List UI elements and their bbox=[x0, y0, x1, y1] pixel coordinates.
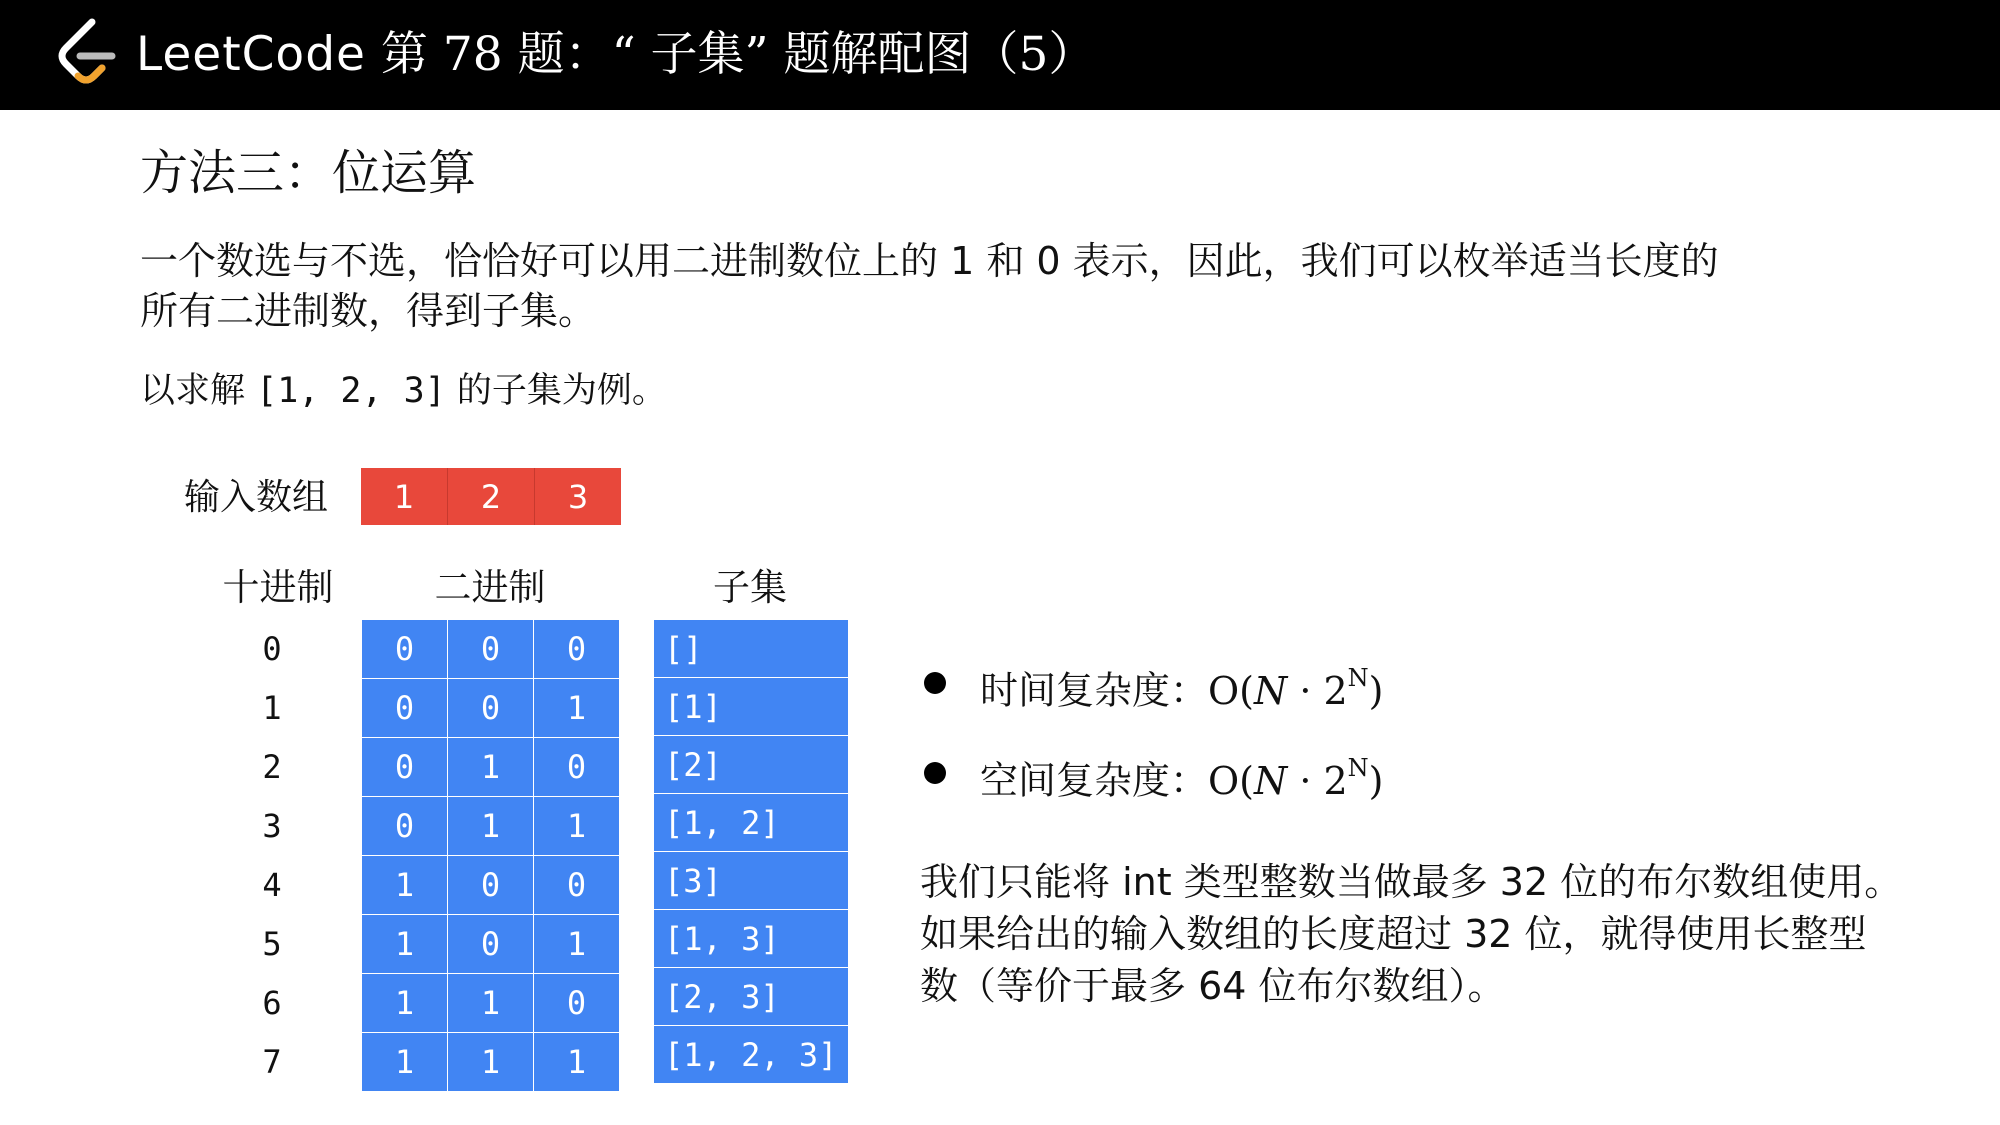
bit-cell: 0 bbox=[448, 915, 534, 973]
binary-grid bbox=[362, 620, 620, 1092]
subset-cell: [1, 2] bbox=[654, 794, 848, 852]
input-cell: 3 bbox=[535, 468, 621, 525]
decimal-header: 十进制 bbox=[222, 566, 334, 609]
binary-row bbox=[362, 856, 620, 915]
paragraph-line: 所有二进制数，得到子集。 bbox=[140, 289, 597, 333]
bit-cell: 1 bbox=[534, 797, 619, 855]
method-title: 方法三：位运算 bbox=[140, 145, 477, 201]
binary-row bbox=[362, 915, 620, 974]
subset-cell: [3] bbox=[654, 852, 848, 910]
decimal-cell: 2 bbox=[262, 748, 282, 786]
example-prefix: 以求解 bbox=[140, 371, 257, 411]
binary-row bbox=[362, 679, 620, 738]
input-cell: 1 bbox=[361, 468, 448, 525]
subset-cell: [1, 3] bbox=[654, 910, 848, 968]
bit-cell: 1 bbox=[448, 738, 534, 796]
bit-cell: 0 bbox=[534, 738, 619, 796]
bit-cell: 1 bbox=[362, 974, 448, 1032]
bit-cell: 1 bbox=[362, 1033, 448, 1091]
bit-cell: 0 bbox=[448, 679, 534, 737]
bit-cell: 1 bbox=[534, 1033, 619, 1091]
decimal-column bbox=[232, 620, 312, 1092]
bit-cell: 1 bbox=[362, 856, 448, 914]
leetcode-logo-icon bbox=[52, 16, 120, 96]
bit-cell: 0 bbox=[448, 620, 534, 678]
bit-cell: 1 bbox=[362, 915, 448, 973]
bit-cell: 0 bbox=[534, 974, 619, 1032]
bit-cell: 1 bbox=[448, 1033, 534, 1091]
input-array bbox=[361, 468, 621, 525]
subset-cell: [2, 3] bbox=[654, 968, 848, 1026]
example-line bbox=[140, 366, 667, 416]
bit-cell: 0 bbox=[362, 679, 448, 737]
bit-cell: 0 bbox=[534, 856, 619, 914]
bit-cell: 0 bbox=[448, 856, 534, 914]
decimal-cell: 6 bbox=[262, 984, 282, 1022]
note-line: 如果给出的输入数组的长度超过 32 位，就得使用长整型 bbox=[920, 912, 1867, 956]
subset-column bbox=[654, 620, 848, 1084]
binary-row bbox=[362, 1033, 620, 1092]
subset-cell: [1] bbox=[654, 678, 848, 736]
bit-cell: 1 bbox=[448, 974, 534, 1032]
bit-cell: 0 bbox=[362, 620, 448, 678]
binary-header: 二进制 bbox=[434, 566, 546, 609]
bit-cell: 0 bbox=[362, 738, 448, 796]
decimal-cell: 7 bbox=[262, 1043, 282, 1081]
note-line: 我们只能将 int 类型整数当做最多 32 位的布尔数组使用。 bbox=[920, 860, 1903, 904]
subset-cell: [] bbox=[654, 620, 848, 678]
header-bar bbox=[0, 0, 2000, 110]
paragraph-line: 一个数选与不选，恰恰好可以用二进制数位上的 1 和 0 表示，因此，我们可以枚举适当长度的 bbox=[140, 239, 1719, 283]
bit-cell: 1 bbox=[534, 915, 619, 973]
bit-cell: 0 bbox=[362, 797, 448, 855]
decimal-cell: 4 bbox=[262, 866, 282, 904]
time-complexity-formula: $O(N \cdot 2^N)$ bbox=[1208, 664, 1384, 713]
binary-row bbox=[362, 797, 620, 856]
note-line: 数（等价于最多 64 位布尔数组）。 bbox=[920, 964, 1506, 1008]
title-text: 第 78 题：“ 子集” 题解配图（5） bbox=[365, 27, 1096, 82]
subset-cell: [2] bbox=[654, 736, 848, 794]
binary-row bbox=[362, 974, 620, 1033]
space-complexity-item bbox=[920, 742, 1384, 802]
example-array: [1, 2, 3] bbox=[256, 371, 446, 411]
input-cell: 2 bbox=[448, 468, 535, 525]
bit-cell: 1 bbox=[534, 679, 619, 737]
subset-header: 子集 bbox=[713, 566, 787, 609]
time-complexity-label: 时间复杂度： bbox=[980, 668, 1209, 713]
decimal-cell: 3 bbox=[262, 807, 282, 845]
note-paragraph bbox=[920, 856, 1980, 1012]
subset-cell: [1, 2, 3] bbox=[654, 1026, 848, 1084]
binary-row bbox=[362, 738, 620, 797]
example-suffix: 的子集为例。 bbox=[445, 371, 667, 411]
time-complexity-item bbox=[920, 652, 1384, 712]
bullet-dot-icon bbox=[924, 762, 946, 784]
brand-name: LeetCode bbox=[136, 27, 366, 82]
space-complexity-label: 空间复杂度： bbox=[980, 758, 1209, 803]
decimal-cell: 0 bbox=[262, 630, 282, 668]
bullet-dot-icon bbox=[924, 672, 946, 694]
bit-cell: 1 bbox=[448, 797, 534, 855]
complexity-list bbox=[920, 652, 1384, 832]
page-title bbox=[136, 20, 1095, 90]
input-array-label: 输入数组 bbox=[184, 477, 329, 518]
decimal-cell: 1 bbox=[262, 689, 282, 727]
binary-row bbox=[362, 620, 620, 679]
explanation-paragraph bbox=[140, 236, 1860, 336]
decimal-cell: 5 bbox=[262, 925, 282, 963]
space-complexity-formula: $O(N \cdot 2^N)$ bbox=[1208, 754, 1384, 803]
bit-cell: 0 bbox=[534, 620, 619, 678]
